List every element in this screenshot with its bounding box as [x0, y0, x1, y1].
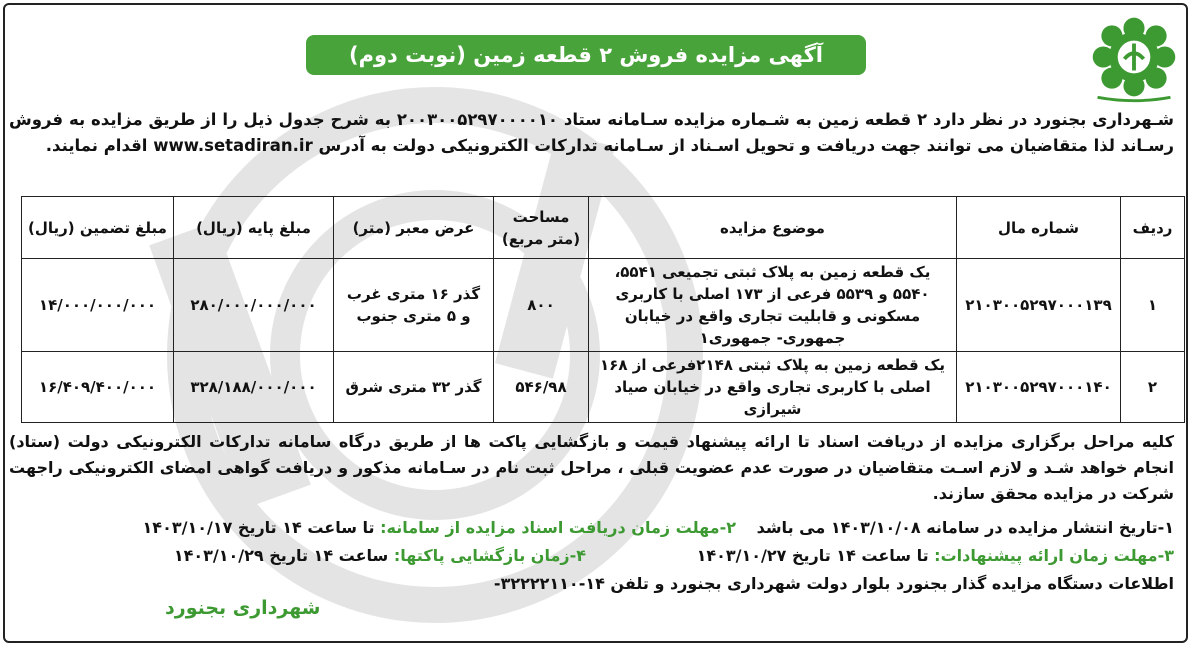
cell-deposit: ۱۶/۴۰۹/۴۰۰/۰۰۰	[22, 352, 174, 423]
opening-time-label: ۴-زمان بازگشایی پاکتها:	[393, 546, 586, 565]
cell-deposit: ۱۴/۰۰۰/۰۰۰/۰۰۰	[22, 259, 174, 352]
auction-notice	[3, 3, 1188, 643]
notice-title: آگهی مزایده فروش ۲ قطعه زمین (نوبت دوم)	[306, 35, 866, 75]
document-deadline-item	[143, 516, 736, 540]
contact-info: اطلاعات دستگاه مزایده گذار بجنورد بلوار دولت شهرداری بجنورد و تلفن ۱۴-۳۲۲۲۲۱۱۰-	[493, 574, 1174, 593]
table-row	[22, 259, 1185, 352]
opening-time-item	[174, 544, 586, 568]
proposal-deadline-item	[697, 544, 1174, 568]
cell-base-price: ۲۸۰/۰۰۰/۰۰۰/۰۰۰	[174, 259, 334, 352]
opening-time-value: ساعت ۱۴ تاریخ ۱۴۰۳/۱۰/۲۹	[173, 546, 394, 565]
header-property-number: شماره مال	[957, 197, 1121, 259]
auction-lots-table	[21, 196, 1185, 423]
cell-property-number: ۲۱۰۳۰۰۵۲۹۷۰۰۰۱۴۰	[957, 352, 1121, 423]
cell-area: ۸۰۰	[494, 259, 589, 352]
intro-paragraph: شـهرداری بجنورد در نظر دارد ۲ قطعه زمین به شـماره مزایده سـامانه ستاد ۲۰۰۳۰۰۵۲۹۷۰۰۰۰۱۰ به شرح جدول ذیل را از طریق مزایده به فروش رسـاند لذا متقاضیان می توانند جهت دریافت و تحویل اسـناد از سـامانه تدارکات الکترونیکی دولت به آدرس www.setadiran.ir اقدام نمایند.	[9, 110, 1174, 155]
header-subject: موضوع مزایده	[589, 197, 957, 259]
signature: شهرداری بجنورد	[165, 597, 321, 619]
cell-subject: یک قطعه زمین به پلاک ثبتی تجمیعی ۵۵۴۱، ۵۵۴۰ و ۵۵۳۹ فرعی از ۱۷۳ اصلی با کاربری مسکونی و قابلیت تجاری واقع در خیابان جمهوری- جمهوری۱	[589, 259, 957, 352]
header-base-price: مبلغ پایه (ریال)	[174, 197, 334, 259]
cell-property-number: ۲۱۰۳۰۰۵۲۹۷۰۰۰۱۳۹	[957, 259, 1121, 352]
table-row	[22, 352, 1185, 423]
cell-base-price: ۳۲۸/۱۸۸/۰۰۰/۰۰۰	[174, 352, 334, 423]
procedure-paragraph: کلیه مراحل برگزاری مزایده از دریافت اسناد تا ارائه پیشنهاد قیمت و بازگشایی پاکت ها از طریق درگاه سامانه تدارکات الکترونیکی دولت (ستاد) انجام خواهد شـد و لازم اسـت متقاضیان در صورت عدم عضویت قبلی ، مراحل ثبت نام در سـامانه مذکور و دریافت گواهی امضای الکترونیکی راجهت شرکت در مزایده محقق سازند.	[9, 432, 1174, 503]
document-deadline-label: ۲-مهلت زمان دریافت اسناد مزایده از سامانه:	[380, 518, 736, 537]
cell-passage-width: گذر ۱۶ متری غرب و ۵ متری جنوب	[334, 259, 494, 352]
cell-area: ۵۴۶/۹۸	[494, 352, 589, 423]
cell-subject: یک قطعه زمین به پلاک ثبتی ۲۱۴۸فرعی از ۱۶۸ اصلی با کاربری تجاری واقع در خیابان صیاد شیرازی	[589, 352, 957, 423]
document-deadline-value: تا ساعت ۱۴ تاریخ ۱۴۰۳/۱۰/۱۷	[142, 518, 381, 537]
cell-row-number: ۱	[1121, 259, 1185, 352]
table-header-row	[22, 197, 1185, 259]
cell-row-number: ۲	[1121, 352, 1185, 423]
publish-date-item: ۱-تاریخ انتشار مزایده در سامانه ۱۴۰۳/۱۰/۰۸ می باشد	[756, 518, 1174, 537]
proposal-deadline-value: تا ساعت ۱۴ تاریخ ۱۴۰۳/۱۰/۲۷	[696, 546, 935, 565]
proposal-deadline-label: ۳-مهلت زمان ارائه پیشنهادات:	[934, 546, 1174, 565]
header-deposit: مبلغ تضمین (ریال)	[22, 197, 174, 259]
header-row-number: ردیف	[1121, 197, 1185, 259]
cell-passage-width: گذر ۳۲ متری شرق	[334, 352, 494, 423]
header-area: مساحت (متر مربع)	[494, 197, 589, 259]
municipality-logo	[1086, 9, 1182, 105]
header-passage-width: عرض معبر (متر)	[334, 197, 494, 259]
